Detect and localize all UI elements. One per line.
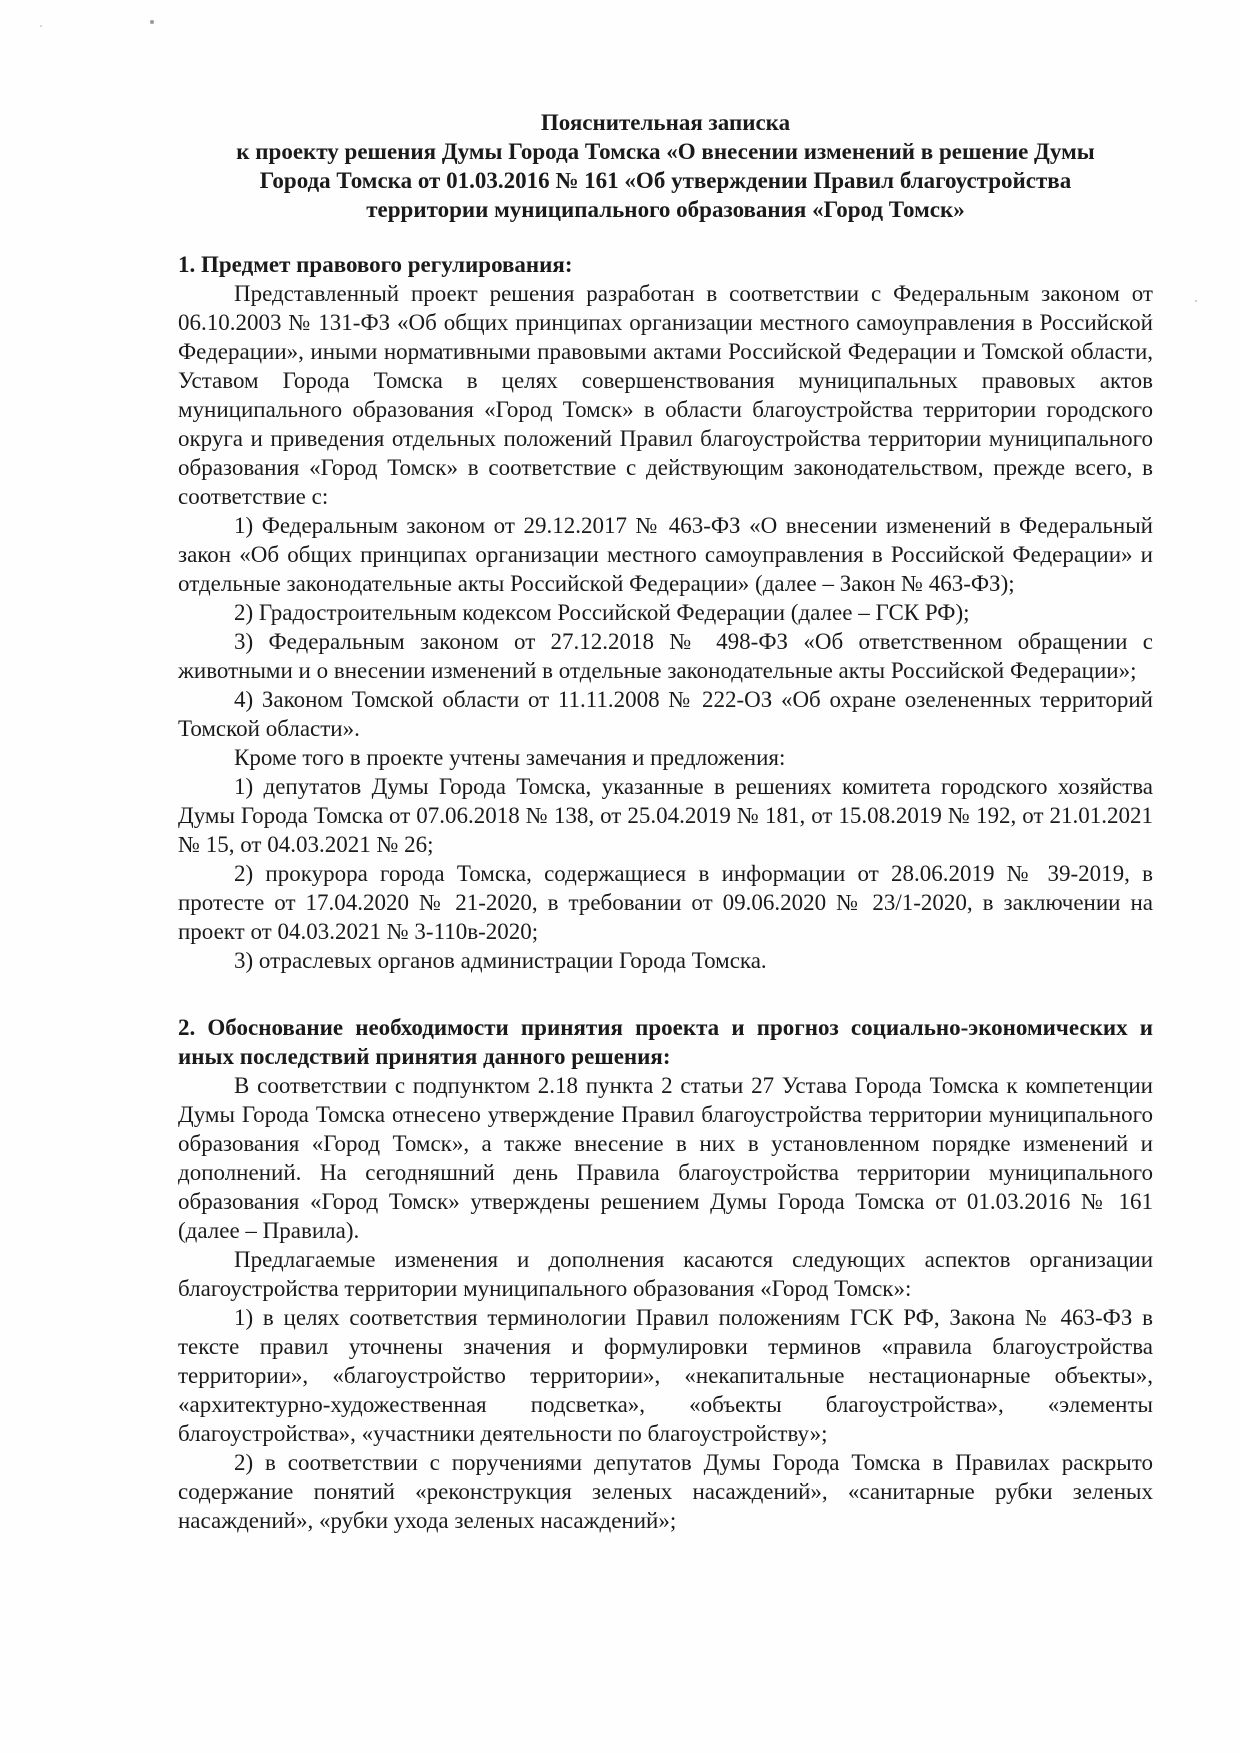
paragraph: 3) Федеральным законом от 27.12.2018 № 498-ФЗ «Об ответственном обращении с животными и о внесении изменений в отдельные законодательные акты Российской Федерации»; [178, 629, 1153, 683]
scan-speck [40, 25, 42, 27]
section-2-body [178, 1071, 1153, 1535]
title-line: Города Томска от 01.03.2016 № 161 «Об утверждении Правил благоустройства [259, 168, 1072, 193]
paragraph: 2) прокурора города Томска, содержащиеся в информации от 28.06.2019 № 39-2019, в протесте от 17.04.2020 № 21-2020, в требовании от 09.06.2020 № 23/1-2020, в заключении на проект от 04.03.2021 № 3-110в-2020; [178, 861, 1153, 944]
paragraph: 4) Законом Томской области от 11.11.2008 № 222-ОЗ «Об охране озелененных территорий Томской области». [178, 687, 1153, 741]
section-1-heading: 1. Предмет правового регулирования: [178, 252, 573, 277]
paragraph: 1) депутатов Думы Города Томска, указанные в решениях комитета городского хозяйства Думы Города Томска от 07.06.2018 № 138, от 25.04.2019 № 181, от 15.08.2019 № 192, от 21.01.2021 № 15, от 04.03.2021 № 26; [178, 774, 1153, 857]
paragraph: В соответствии с подпунктом 2.18 пункта 2 статьи 27 Устава Города Томска к компетенции Думы Города Томска отнесено утверждение Правил благоустройства территории муниципального образования «Город Томск», а также внесение в них в установленном порядке изменений и дополнений. На сегодняшний день Правила благоустройства территории муниципального образования «Город Томск» утверждены решением Думы Города Томска от 01.03.2016 № 161 (далее – Правила). [178, 1073, 1153, 1243]
scan-speck [150, 20, 154, 24]
scan-speck [1195, 300, 1197, 302]
title-line: Пояснительная записка [540, 110, 791, 135]
paragraph: 2) Градостроительным кодексом Российской Федерации (далее – ГСК РФ); [234, 600, 970, 625]
paragraph: 1) Федеральным законом от 29.12.2017 № 463-ФЗ «О внесении изменений в Федеральный закон «Об общих принципах организации местного самоуправления в Российской Федерации» и отдельные законодательные акты Российской Федерации» (далее – Закон № 463-ФЗ); [178, 513, 1153, 596]
document-body [178, 108, 1153, 1535]
document-title [178, 108, 1153, 224]
section-2-heading: 2. Обоснование необходимости принятия проекта и прогноз социально-экономических и иных последствий принятия данного решения: [178, 1015, 1153, 1069]
paragraph: 3) отраслевых органов администрации Города Томска. [234, 948, 767, 973]
paragraph: Предлагаемые изменения и дополнения касаются следующих аспектов организации благоустройства территории муниципального образования «Город Томск»: [178, 1247, 1153, 1301]
section-1-body [178, 279, 1153, 975]
paragraph: 1) в целях соответствия терминологии Правил положениям ГСК РФ, Закона № 463-ФЗ в тексте правил уточнены значения и формулировки терминов «правила благоустройства территории», «благоустройство территории», «некапитальные нестационарные объекты», «архитектурно-художественная подсветка», «объекты благоустройства», «элементы благоустройства», «участники деятельности по благоустройству»; [178, 1305, 1153, 1446]
paragraph: Кроме того в проекте учтены замечания и предложения: [234, 745, 786, 770]
paragraph: Представленный проект решения разработан в соответствии с Федеральным законом от 06.10.2003 № 131-ФЗ «Об общих принципах организации местного самоуправления в Российской Федерации», иными нормативными правовыми актами Российской Федерации и Томской области, Уставом Города Томска в целях совершенствования муниципальных правовых актов муниципального образования «Город Томск» в области благоустройства территории городского округа и приведения отдельных положений Правил благоустройства территории муниципального образования «Город Томск» в соответствие с действующим законодательством, прежде всего, в соответствие с: [178, 281, 1153, 509]
title-line: территории муниципального образования «Город Томск» [366, 197, 965, 222]
title-line: к проекту решения Думы Города Томска «О внесении изменений в решение Думы [236, 139, 1095, 164]
paragraph: 2) в соответствии с поручениями депутатов Думы Города Томска в Правилах раскрыто содержание понятий «реконструкция зеленых насаждений», «санитарные рубки зеленых насаждений», «рубки ухода зеленых насаждений»; [178, 1450, 1153, 1533]
